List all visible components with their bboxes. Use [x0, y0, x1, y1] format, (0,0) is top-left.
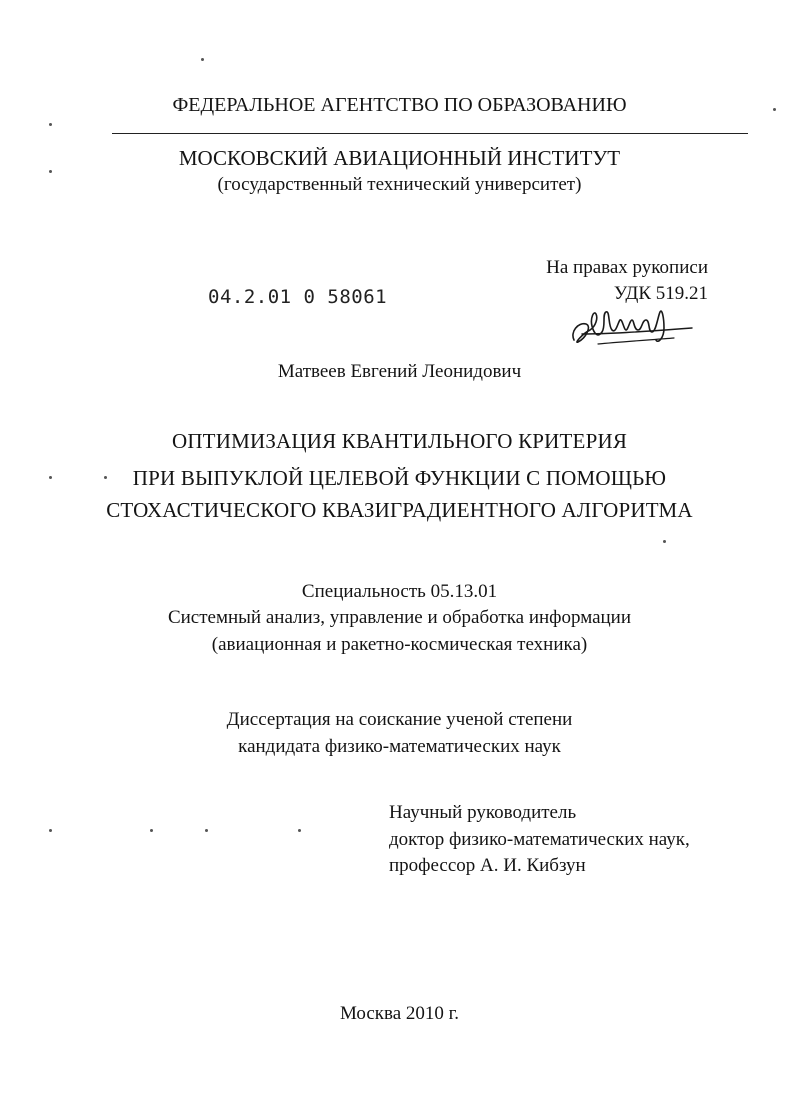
scan-speck [298, 829, 301, 832]
scan-speck [205, 829, 208, 832]
specialty-code: Специальность 05.13.01 [301, 581, 498, 602]
degree-line-2: кандидата физико-математических наук [238, 736, 561, 757]
supervisor-role: Научный руководитель [389, 802, 577, 823]
dissertation-title-line-1: ОПТИМИЗАЦИЯ КВАНТИЛЬНОГО КРИТЕРИЯ [171, 429, 628, 453]
institute-name: МОСКОВСКИЙ АВИАЦИОННЫЙ ИНСТИТУТ [178, 146, 621, 170]
scan-speck [49, 829, 52, 832]
supervisor-degree: доктор физико-математических наук, [389, 829, 690, 850]
specialty-name: Системный анализ, управление и обработка информации [167, 607, 632, 628]
header-divider [112, 133, 748, 134]
scan-speck [49, 123, 52, 126]
scan-speck [150, 829, 153, 832]
dissertation-title-line-3: СТОХАСТИЧЕСКОГО КВАЗИГРАДИЕНТНОГО АЛГОРИТМА [106, 498, 693, 522]
registration-number: 04.2.01 0 58061 [208, 286, 388, 308]
scan-speck [663, 540, 666, 543]
institute-subtitle: (государственный технический университет) [217, 174, 582, 195]
specialty-field: (авиационная и ракетно-космическая техника) [211, 634, 588, 655]
manuscript-rights-note: На правах рукописи [546, 257, 708, 278]
supervisor-name: профессор А. И. Кибзун [389, 855, 586, 876]
dissertation-title-line-2: ПРИ ВЫПУКЛОЙ ЦЕЛЕВОЙ ФУНКЦИИ С ПОМОЩЬЮ [132, 466, 667, 490]
udc-code: УДК 519.21 [613, 283, 708, 304]
degree-line-1: Диссертация на соискание ученой степени [226, 709, 573, 730]
signature-image [568, 304, 696, 350]
scan-speck [201, 58, 204, 61]
author-name: Матвеев Евгений Леонидович [277, 361, 522, 382]
place-and-year: Москва 2010 г. [339, 1003, 460, 1024]
agency-heading: ФЕДЕРАЛЬНОЕ АГЕНТСТВО ПО ОБРАЗОВАНИЮ [172, 94, 627, 116]
